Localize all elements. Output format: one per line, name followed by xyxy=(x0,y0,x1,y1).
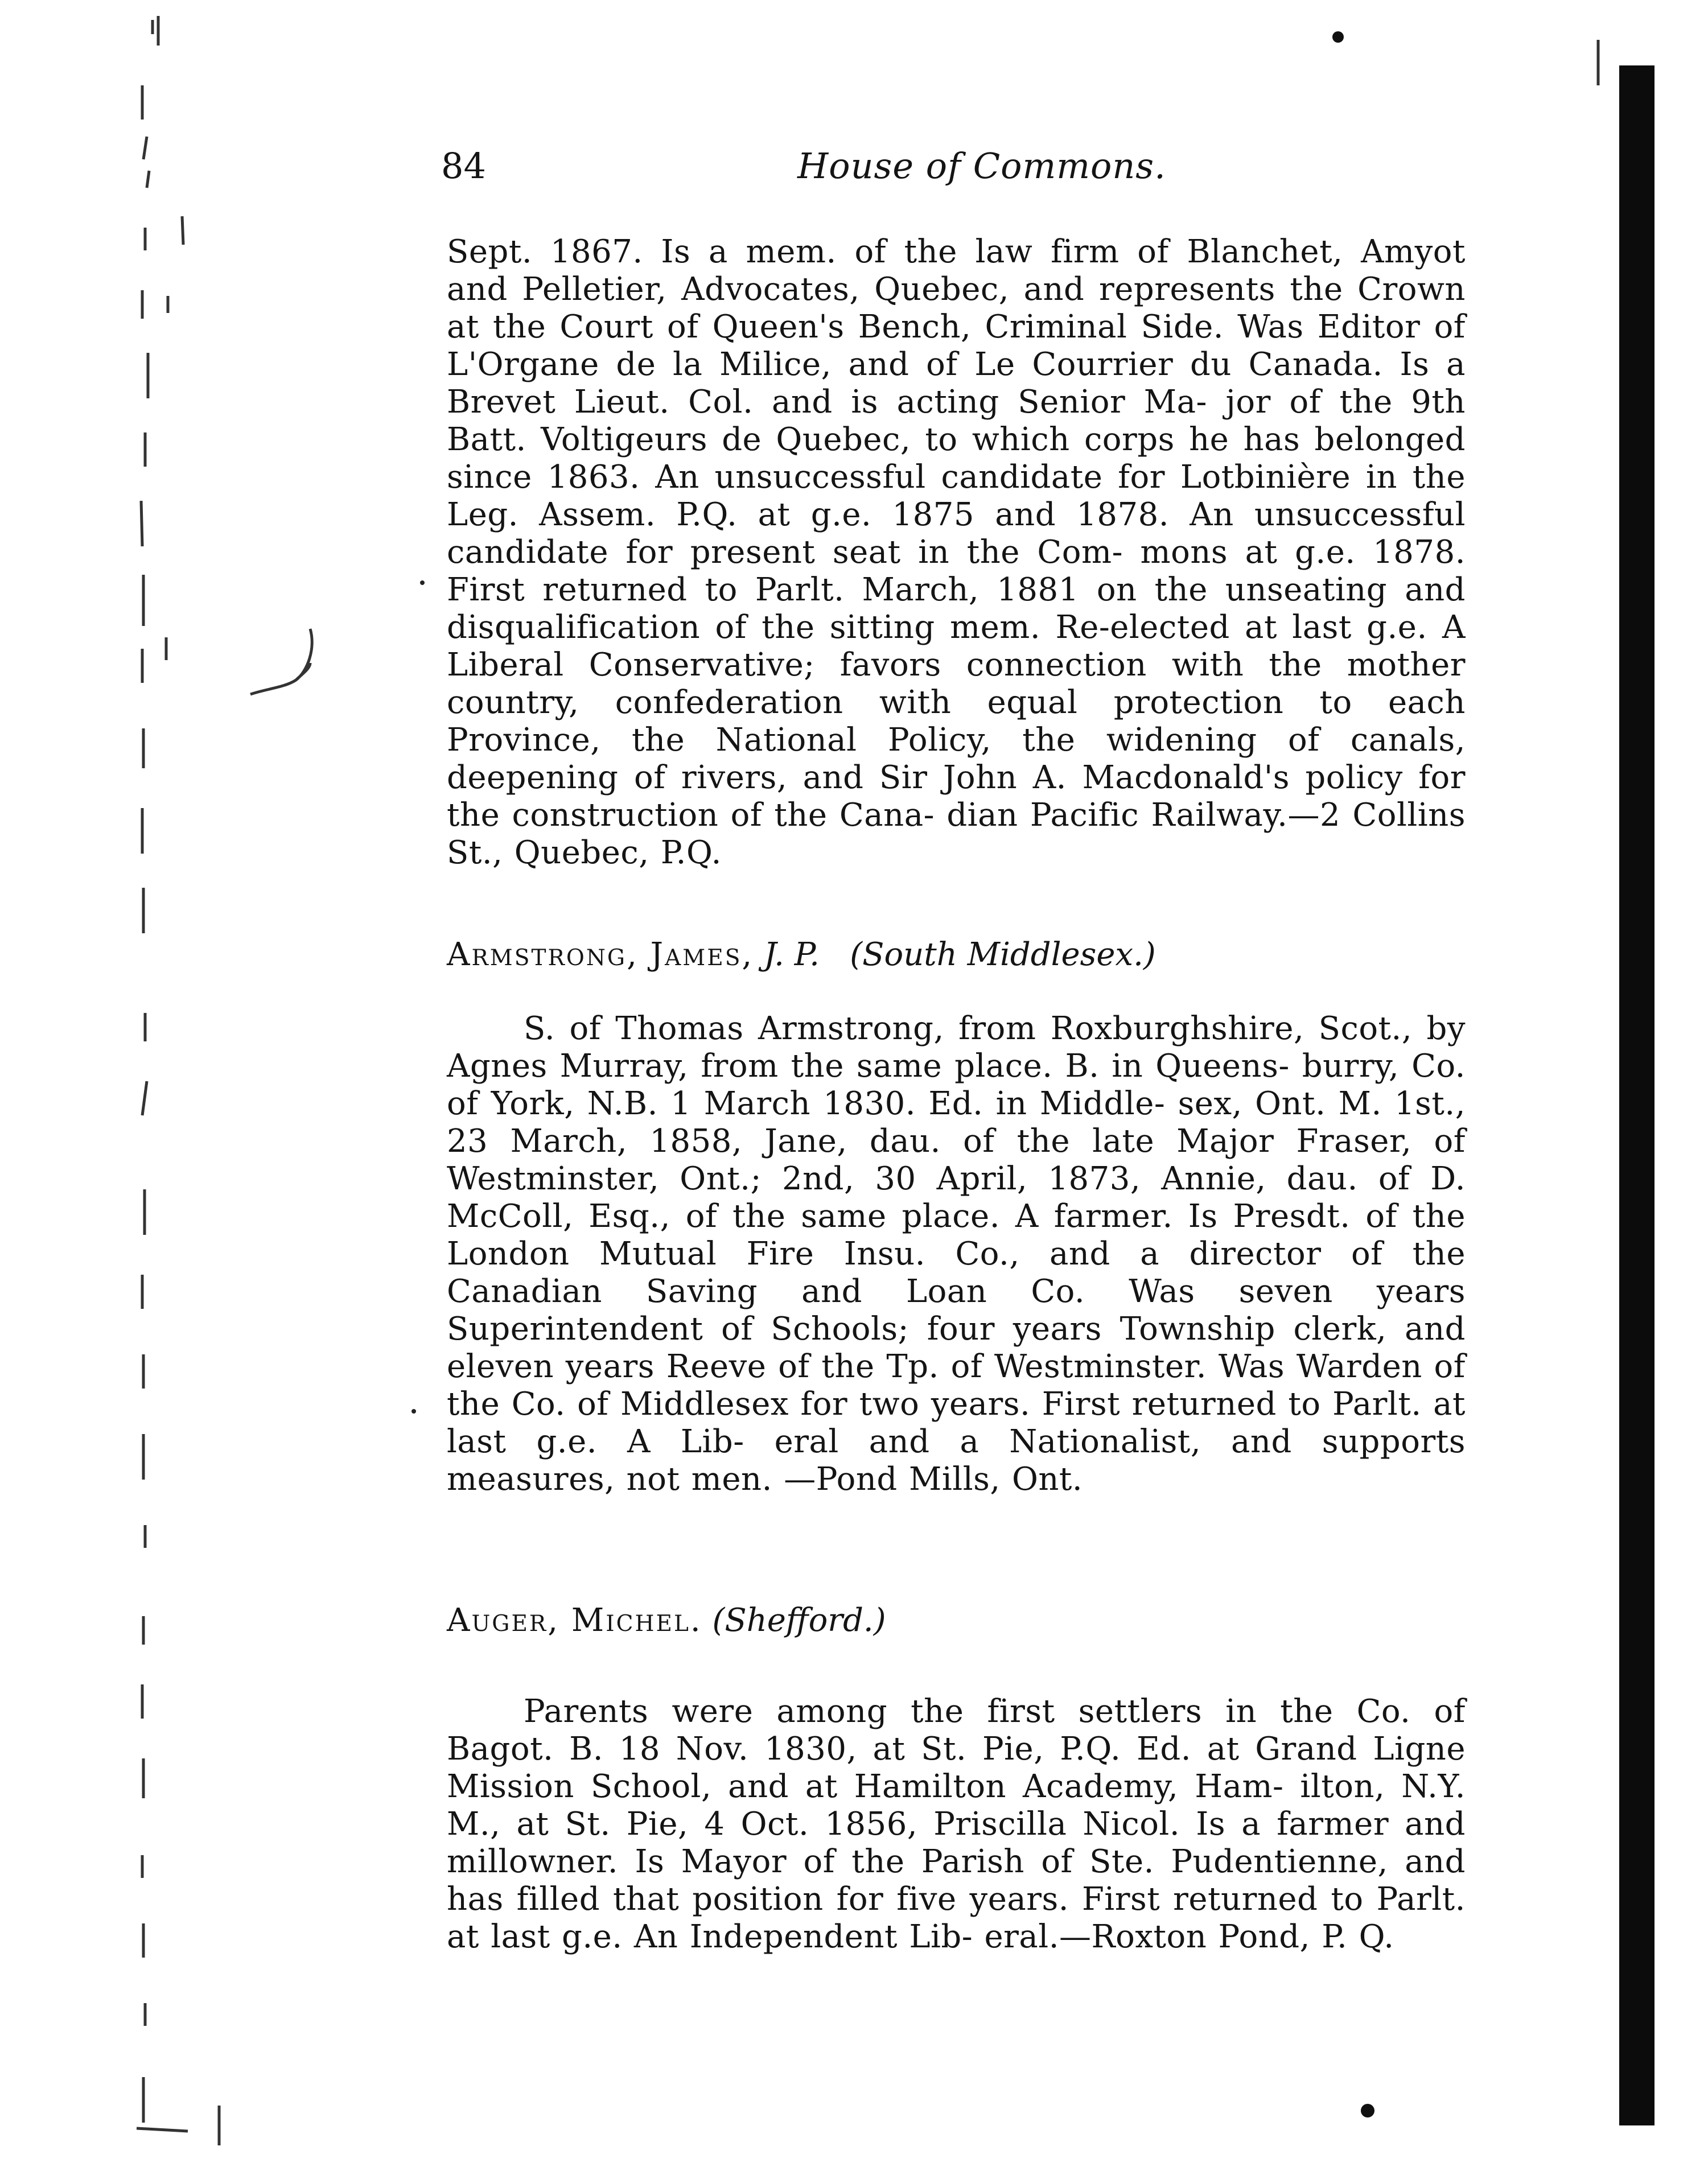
text-line: Annie, dau. of D. McColl, Esq., of the same place. A xyxy=(447,1160,1466,1235)
text-line: Bagot. B. 18 Nov. 1830, at St. Pie, P.Q. Ed. at Grand xyxy=(447,1731,1357,1768)
continued-entry-text xyxy=(447,233,1466,872)
text-line: dian Pacific Railway.—2 Collins St., Quebec, P.Q. xyxy=(447,797,1466,871)
entry-text xyxy=(447,1010,1466,1498)
entry-constituency: (Shefford.) xyxy=(712,1602,886,1639)
text-line: eral and a Nationalist, and supports measures, not men. xyxy=(447,1423,1466,1498)
text-line: Westminster. Was Warden of the Co. of Middlesex for xyxy=(447,1348,1466,1423)
text-line: S. of Thomas Armstrong, from Roxburghshire, Scot., xyxy=(524,1010,1413,1047)
text-line: a farmer and millowner. Is Mayor of the Parish of Ste. xyxy=(447,1806,1466,1880)
entry-name: Armstrong, James, xyxy=(447,936,754,973)
text-line: has belonged since 1863. An unsuccessful candidate for xyxy=(447,421,1466,496)
text-line: Parents were among the first settlers in the Co. of xyxy=(524,1693,1466,1730)
entry-armstrong xyxy=(447,1010,1466,1498)
text-line: and a director of the Canadian Saving and Loan Co. xyxy=(447,1235,1466,1310)
text-line: on the unseating and disqualification of the sitting mem. xyxy=(447,571,1466,646)
text-line: Township clerk, and eleven years Reeve of the Tp. of xyxy=(447,1311,1466,1385)
text-line: Ligne Mission School, and at Hamilton Academy, Ham- xyxy=(447,1731,1466,1805)
text-line: sex, Ont. M. 1st., 23 March, 1858, Jane, dau. of the late xyxy=(447,1085,1466,1160)
page-header xyxy=(441,145,1466,196)
text-line: and Pelletier, Advocates, Quebec, and represents the xyxy=(447,271,1343,308)
text-line: mons at g.e. 1878. First returned to Parlt. March, 1881 xyxy=(447,534,1466,608)
text-line: Canada. Is a Brevet Lieut. Col. and is acting Senior Ma- xyxy=(447,346,1466,421)
text-line: An unsuccessful candidate for present seat in the Com- xyxy=(447,496,1466,571)
text-line: A. Macdonald's policy for the construction of the Cana- xyxy=(447,759,1466,834)
text-line: First returned to Parlt. at last g.e. An Independent Lib- xyxy=(447,1881,1466,1955)
entry-name: Auger, Michel. xyxy=(447,1602,702,1639)
entry-title: J. P. xyxy=(764,936,820,973)
text-line: by Agnes Murray, from the same place. B. in Queens- xyxy=(447,1010,1466,1085)
running-head: House of Commons. xyxy=(797,145,1166,187)
text-line: ilton, N.Y. M., at St. Pie, 4 Oct. 1856, Priscilla Nicol. Is xyxy=(447,1768,1466,1843)
text-line: connection with the mother country, confederation with xyxy=(447,646,1466,721)
text-line: farmer. Is Presdt. of the London Mutual Fire Insu. Co., xyxy=(447,1198,1466,1272)
text-line: Major Fraser, of Westminster, Ont.; 2nd, 30 April, 1873, xyxy=(447,1123,1466,1197)
text-line: Was Editor of L'Organe de la Milice, and of Le Courrier du xyxy=(447,308,1466,383)
text-line: Re-elected at last g.e. A Liberal Conservative; favors xyxy=(447,609,1466,683)
text-line: Crown at the Court of Queen's Bench, Criminal Side. xyxy=(447,271,1466,345)
continued-entry xyxy=(447,233,1466,872)
entry-constituency: (South Middlesex.) xyxy=(850,936,1156,973)
text-line: burry, Co. of York, N.B. 1 March 1830. Ed. in Middle- xyxy=(447,1048,1466,1122)
text-line: Pudentienne, and has filled that position for five years. xyxy=(447,1843,1466,1918)
text-line: the widening of canals, deepening of rivers, and Sir John xyxy=(447,722,1466,796)
entry-heading-armstrong xyxy=(447,936,1466,974)
text-line: Was seven years Superintendent of Schools; four years xyxy=(447,1273,1466,1348)
entry-auger xyxy=(447,1693,1466,1956)
entry-heading-auger xyxy=(447,1602,1466,1639)
page-number: 84 xyxy=(441,145,486,187)
text-line: Sept. 1867. Is a mem. of the law firm of Blanchet, Amyot xyxy=(447,233,1466,270)
text-line: eral.—Roxton Pond, P. Q. xyxy=(984,1918,1394,1955)
text-line: jor of the 9th Batt. Voltigeurs de Quebec, to which corps he xyxy=(447,384,1466,458)
text-line: two years. First returned to Parlt. at last g.e. A Lib- xyxy=(447,1386,1466,1460)
text-line: equal protection to each Province, the National Policy, xyxy=(447,684,1466,759)
text-line: Lotbinière in the Leg. Assem. P.Q. at g.e. 1875 and 1878. xyxy=(447,459,1466,533)
entry-text xyxy=(447,1693,1466,1956)
text-line: —Pond Mills, Ont. xyxy=(784,1461,1083,1498)
